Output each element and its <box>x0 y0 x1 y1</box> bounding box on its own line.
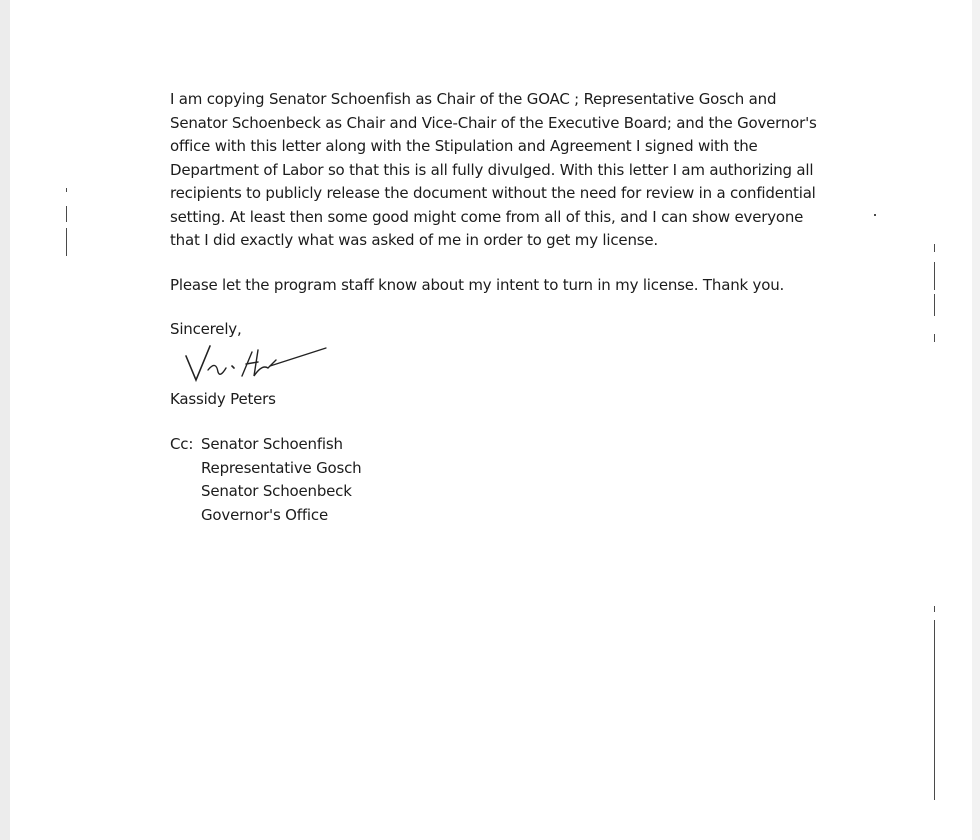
cc-recipient: Senator Schoenbeck <box>201 482 352 500</box>
cc-block <box>170 433 870 527</box>
paragraph-1-line: that I did exactly what was asked of me in order to get my license. <box>170 231 658 249</box>
paragraph-1-line: Department of Labor so that this is all fully divulged. With this letter I am authorizing all <box>170 160 814 179</box>
cc-recipient: Governor's Office <box>201 505 328 524</box>
paragraph-1-line: recipients to publicly release the document without the need for review in a confidential <box>170 184 816 202</box>
paragraph-1-line: setting. At least then some good might come from all of this, and I can show everyone <box>170 207 804 226</box>
scan-mark-left <box>66 206 67 222</box>
scan-mark-right <box>934 262 935 290</box>
letter-page <box>10 0 972 840</box>
scan-mark-right <box>934 606 935 612</box>
scan-mark-right <box>934 334 935 342</box>
scan-edge <box>0 0 10 840</box>
paragraph-1 <box>170 88 870 253</box>
paragraph-1-line: I am copying Senator Schoenfish as Chair of the GOAC ; Representative Gosch and <box>170 90 777 108</box>
closing: Sincerely, <box>170 320 242 338</box>
scan-mark-right <box>934 620 935 800</box>
scan-mark-right <box>934 244 935 252</box>
scan-dot <box>874 214 876 216</box>
cc-recipient: Senator Schoenfish <box>201 435 343 453</box>
signer-name: Kassidy Peters <box>170 389 276 408</box>
paragraph-2: Please let the program staff know about my intent to turn in my license. Thank you. <box>170 275 785 294</box>
scan-mark-right <box>934 294 935 316</box>
cc-label: Cc: <box>170 435 194 453</box>
cc-list <box>201 433 361 527</box>
letter-body <box>170 88 870 527</box>
scan-mark-left <box>66 228 67 256</box>
handwritten-signature <box>180 342 870 388</box>
scan-mark-left <box>66 188 67 192</box>
cc-recipient: Representative Gosch <box>201 458 362 477</box>
paragraph-1-line: office with this letter along with the Stipulation and Agreement I signed with the <box>170 137 758 155</box>
paragraph-1-line: Senator Schoenbeck as Chair and Vice-Chair of the Executive Board; and the Governor's <box>170 113 817 132</box>
